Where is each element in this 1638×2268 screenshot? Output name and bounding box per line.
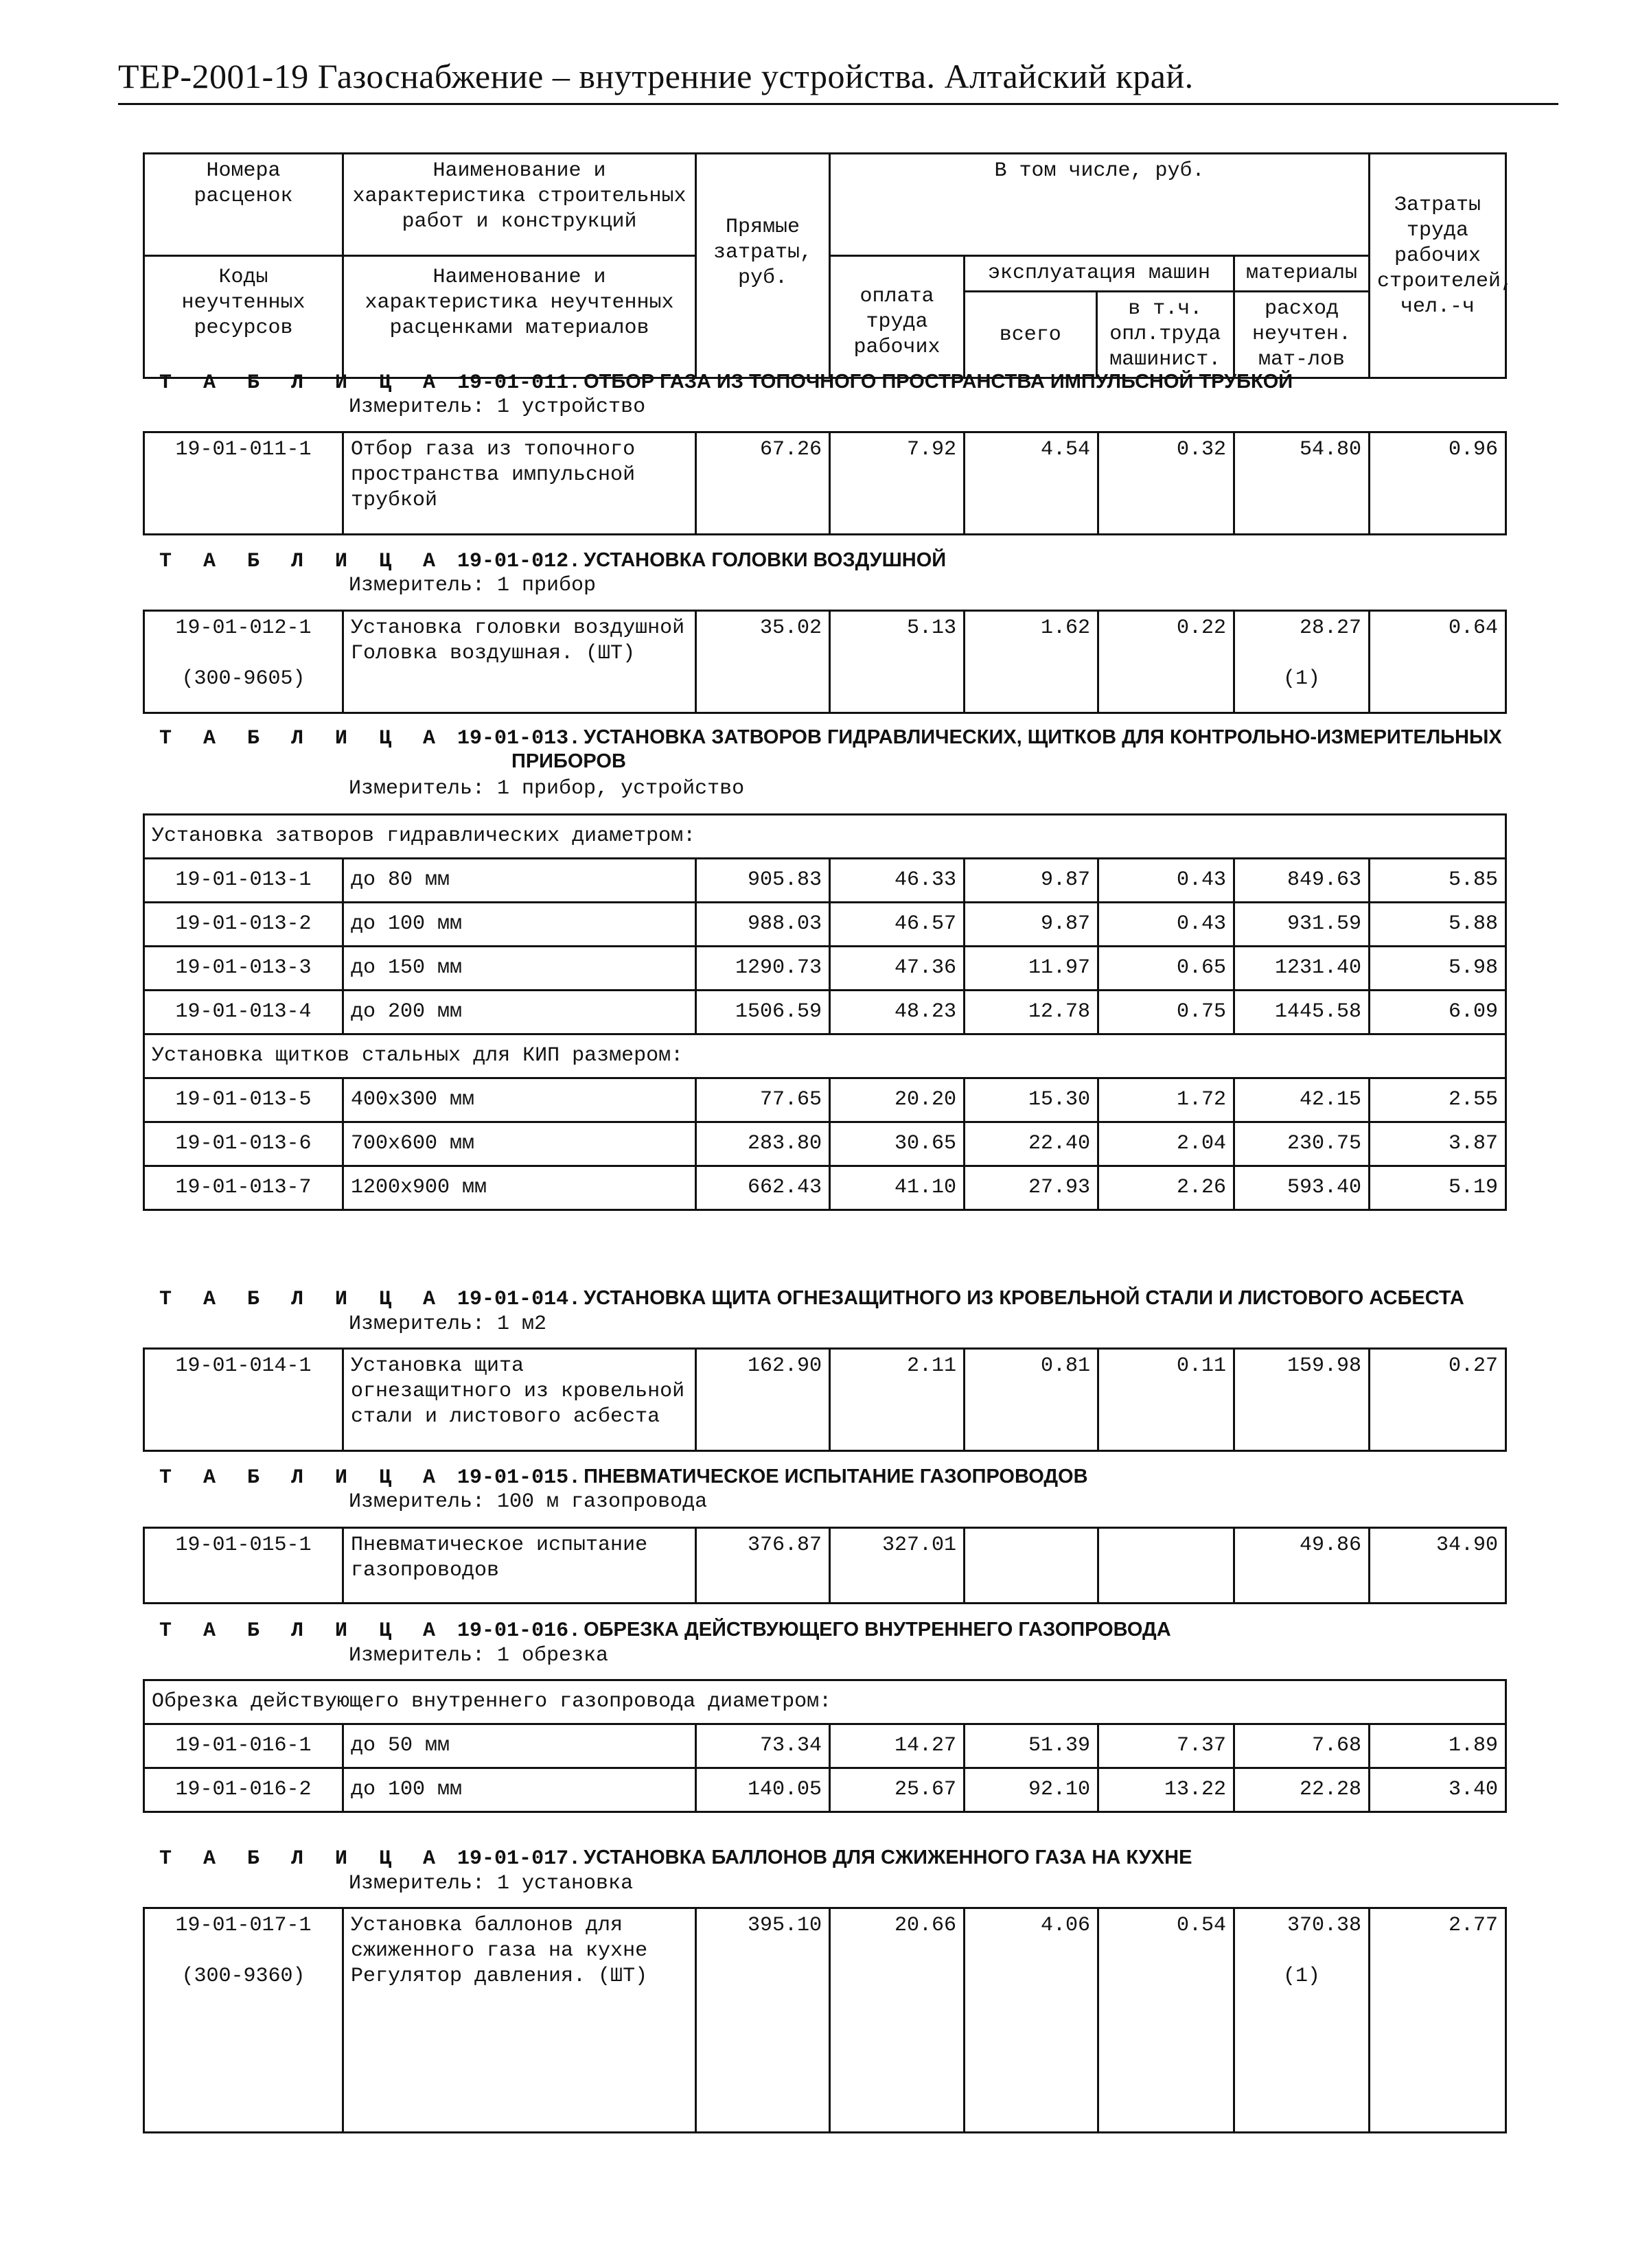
table-015 [143, 1527, 1505, 1604]
measure-012: Измеритель: 1 прибор [349, 574, 597, 597]
header-machinist-wage: в т.ч. опл.труда машинист. [1109, 297, 1221, 371]
table-row: 19-01-013-3 до 150 мм 1290.73 47.36 11.97 0.65 1231.40 5.98 [144, 947, 1506, 991]
column-header [143, 152, 1514, 379]
measure-017: Измеритель: 1 установка [349, 1872, 634, 1895]
header-resource-names: Наименование и характеристика неучтенных расценками материалов [343, 256, 696, 378]
header-material-usage: расход неучтен. мат-лов [1251, 297, 1352, 371]
measure-014: Измеритель: 1 м2 [349, 1312, 547, 1336]
table-heading-015: Т А Б Л И Ц А 19-01-015. ПНЕВМАТИЧЕСКОЕ ИСПЫТАНИЕ ГАЗОПРОВОДОВ [159, 1466, 1088, 1490]
table-row: 19-01-013-4 до 200 мм 1506.59 48.23 12.78 0.75 1445.58 6.09 [144, 991, 1506, 1034]
measure-013: Измеритель: 1 прибор, устройство [349, 777, 745, 800]
table-row: 19-01-013-2 до 100 мм 988.03 46.57 9.87 0.43 931.59 5.88 [144, 903, 1506, 947]
measure-011: Измеритель: 1 устройство [349, 395, 646, 419]
measure-015: Измеритель: 100 м газопровода [349, 1490, 708, 1514]
header-wage: оплата труда рабочих [830, 256, 965, 378]
table-heading-014: Т А Б Л И Ц А 19-01-014. УСТАНОВКА ЩИТА ОГНЕЗАЩИТНОГО ИЗ КРОВЕЛЬНОЙ СТАЛИ И ЛИСТОВОГО АСБЕСТА [159, 1287, 1464, 1311]
table-heading-011: Т А Б Л И Ц А 19-01-011. ОТБОР ГАЗА ИЗ ТОПОЧНОГО ПРОСТРАНСТВА ИМПУЛЬСНОЙ ТРУБКОЙ [159, 371, 1293, 395]
table-heading-012: Т А Б Л И Ц А 19-01-012. УСТАНОВКА ГОЛОВКИ ВОЗДУШНОЙ [159, 549, 947, 573]
header-materials-group [1234, 256, 1370, 378]
group-row: Обрезка действующего внутреннего газопровода диаметром: [144, 1680, 1506, 1724]
header-labor: Затраты труда рабочих строителей, чел.-ч [1370, 154, 1506, 378]
header-codes: Номера расценок [144, 154, 343, 256]
header-materials: материалы [1235, 257, 1368, 292]
group-row: Установка затворов гидравлических диаметром: [144, 815, 1506, 859]
table-heading-013: Т А Б Л И Ц А 19-01-013. УСТАНОВКА ЗАТВОРОВ ГИДРАВЛИЧЕСКИХ, ЩИТКОВ ДЛЯ КОНТРОЛЬНО-ИЗМЕРИТЕЛЬНЫХ ПРИБОРОВ [159, 726, 1502, 772]
header-direct-costs: Прямые затраты, руб. [696, 154, 830, 378]
table-row: 19-01-012-1 (300-9605) Установка головки воздушной Головка воздушная. (ШТ) 35.02 5.13 1.62 0.22 28.27 (1) 0.64 [144, 611, 1506, 713]
table-016 [143, 1679, 1505, 1813]
group-row: Установка щитков стальных для КИП размером: [144, 1034, 1506, 1078]
table-011 [143, 431, 1505, 535]
table-row: 19-01-017-1 (300-9360) Установка баллонов для сжиженного газа на кухне Регулятор давления. (ШТ) 395.10 20.66 4.06 0.54 370.38 (1) 2.77 [144, 1908, 1506, 2133]
header-including: В том числе, руб. [830, 154, 1370, 256]
measure-016: Измеритель: 1 обрезка [349, 1644, 609, 1667]
table-017 [143, 1907, 1505, 2133]
header-resource-codes: Коды неучтенных ресурсов [144, 256, 343, 378]
table-row: 19-01-013-6 700x600 мм 283.80 30.65 22.40 2.04 230.75 3.87 [144, 1122, 1506, 1166]
header-machines-total: всего [965, 292, 1098, 377]
table-row: 19-01-013-5 400x300 мм 77.65 20.20 15.30 1.72 42.15 2.55 [144, 1078, 1506, 1122]
table-row: 19-01-013-7 1200x900 мм 662.43 41.10 27.93 2.26 593.40 5.19 [144, 1166, 1506, 1210]
table-heading-016: Т А Б Л И Ц А 19-01-016. ОБРЕЗКА ДЕЙСТВУЮЩЕГО ВНУТРЕННЕГО ГАЗОПРОВОДА [159, 1619, 1171, 1643]
table-012 [143, 610, 1505, 714]
header-machines-group [965, 256, 1234, 378]
table-013 [143, 813, 1505, 1211]
table-row: 19-01-016-2 до 100 мм 140.05 25.67 92.10 13.22 22.28 3.40 [144, 1768, 1506, 1812]
table-row: 19-01-014-1 Установка щита огнезащитного из кровельной стали и листового асбеста 162.90 2.11 0.81 0.11 159.98 0.27 [144, 1349, 1506, 1451]
table-row: 19-01-015-1 Пневматическое испытание газопроводов 376.87 327.01 49.86 34.90 [144, 1528, 1506, 1604]
table-row: 19-01-016-1 до 50 мм 73.34 14.27 51.39 7.37 7.68 1.89 [144, 1724, 1506, 1768]
table-row: 19-01-013-1 до 80 мм 905.83 46.33 9.87 0.43 849.63 5.85 [144, 859, 1506, 903]
document-title: ТЕР-2001-19 Газоснабжение – внутренние устройства. Алтайский край. [118, 57, 1194, 95]
header-machines: эксплуатация машин [965, 257, 1233, 292]
table-014 [143, 1347, 1505, 1452]
title-underline [118, 103, 1558, 105]
table-heading-017: Т А Б Л И Ц А 19-01-017. УСТАНОВКА БАЛЛОНОВ ДЛЯ СЖИЖЕННОГО ГАЗА НА КУХНЕ [159, 1847, 1192, 1871]
header-name: Наименование и характеристика строительных работ и конструкций [343, 154, 696, 256]
table-row: 19-01-011-1 Отбор газа из топочного пространства импульсной трубкой 67.26 7.92 4.54 0.32 54.80 0.96 [144, 432, 1506, 535]
